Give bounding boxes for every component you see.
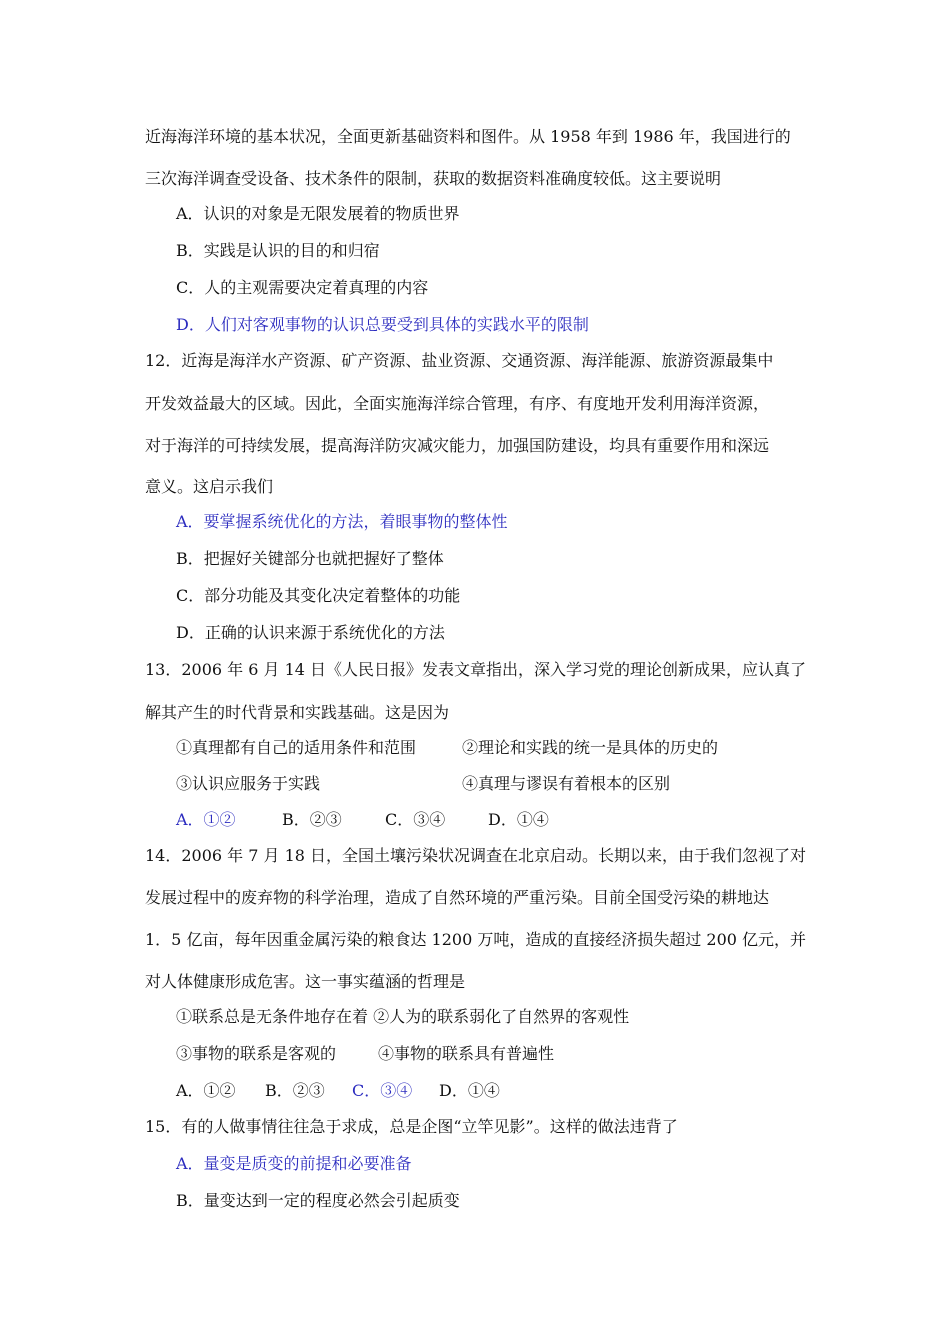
q11-stem-line-2: 三次海洋调查受设备、技术条件的限制，获取的数据资料准确度较低。这主要说明 bbox=[145, 169, 722, 188]
q11-stem-line-1: 近海海洋环境的基本状况，全面更新基础资料和图件。从 1958 年到 1986 年，我国进行的 bbox=[145, 127, 791, 146]
q11-option-a: A．认识的对象是无限发展着的物质世界 bbox=[176, 204, 460, 223]
q14-item-4: ④事物的联系具有普遍性 bbox=[378, 1044, 555, 1063]
q13-stem-line-2: 解其产生的时代背景和实践基础。这是因为 bbox=[145, 703, 450, 722]
q15-option-b: B．量变达到一定的程度必然会引起质变 bbox=[176, 1191, 460, 1210]
q15-option-a-answer: A．量变是质变的前提和必要准备 bbox=[176, 1154, 412, 1173]
q13-stem-line-1: 13．2006 年 6 月 14 日《人民日报》发表文章指出，深入学习党的理论创新成果，应认真了 bbox=[145, 660, 807, 679]
q13-choice-c: C．③④ bbox=[385, 810, 446, 829]
q14-items-line-1: ①联系总是无条件地存在着 ②人为的联系弱化了自然界的客观性 bbox=[176, 1007, 630, 1026]
q13-item-1: ①真理都有自己的适用条件和范围 bbox=[176, 738, 417, 757]
q14-item-3: ③事物的联系是客观的 bbox=[176, 1044, 337, 1063]
q13-choice-a-answer: A．①② bbox=[176, 810, 236, 829]
q14-choice-c-answer: C．③④ bbox=[352, 1081, 413, 1100]
q12-option-a-answer: A．要掌握系统优化的方法，着眼事物的整体性 bbox=[176, 512, 508, 531]
q12-option-d: D．正确的认识来源于系统优化的方法 bbox=[176, 623, 445, 642]
q13-item-3: ③认识应服务于实践 bbox=[176, 774, 321, 793]
q12-option-c: C．部分功能及其变化决定着整体的功能 bbox=[176, 586, 461, 605]
q11-option-d-answer: D．人们对客观事物的认识总要受到具体的实践水平的限制 bbox=[176, 315, 589, 334]
q14-stem-line-3: 1．5 亿亩，每年因重金属污染的粮食达 1200 万吨，造成的直接经济损失超过 200 亿元，并 bbox=[145, 930, 807, 949]
q13-item-4: ④真理与谬误有着根本的区别 bbox=[462, 774, 671, 793]
q14-choice-b: B．②③ bbox=[265, 1081, 325, 1100]
q12-stem-line-3: 对于海洋的可持续发展，提高海洋防灾减灾能力，加强国防建设，均具有重要作用和深远 bbox=[145, 436, 770, 455]
q14-choice-a: A．①② bbox=[176, 1081, 236, 1100]
q14-stem-line-1: 14．2006 年 7 月 18 日，全国土壤污染状况调查在北京启动。长期以来，由于我们忽视了对 bbox=[145, 846, 807, 865]
q14-stem-line-2: 发展过程中的废弃物的科学治理，造成了自然环境的严重污染。目前全国受污染的耕地达 bbox=[145, 888, 770, 907]
q12-stem-line-4: 意义。这启示我们 bbox=[145, 477, 274, 496]
q12-stem-line-2: 开发效益最大的区域。因此，全面实施海洋综合管理，有序、有度地开发利用海洋资源， bbox=[145, 394, 770, 413]
q13-item-2: ②理论和实践的统一是具体的历史的 bbox=[462, 738, 719, 757]
q12-stem-line-1: 12．近海是海洋水产资源、矿产资源、盐业资源、交通资源、海洋能源、旅游资源最集中 bbox=[145, 351, 774, 370]
q14-choice-d: D．①④ bbox=[439, 1081, 500, 1100]
q12-option-b: B．把握好关键部分也就把握好了整体 bbox=[176, 549, 444, 568]
q13-choice-b: B．②③ bbox=[282, 810, 342, 829]
q13-choice-d: D．①④ bbox=[488, 810, 549, 829]
q14-stem-line-4: 对人体健康形成危害。这一事实蕴涵的哲理是 bbox=[145, 972, 466, 991]
q15-stem-line-1: 15．有的人做事情往往急于求成，总是企图“立竿见影”。这样的做法违背了 bbox=[145, 1117, 678, 1136]
q11-option-c: C．人的主观需要决定着真理的内容 bbox=[176, 278, 429, 297]
q11-option-b: B．实践是认识的目的和归宿 bbox=[176, 241, 380, 260]
